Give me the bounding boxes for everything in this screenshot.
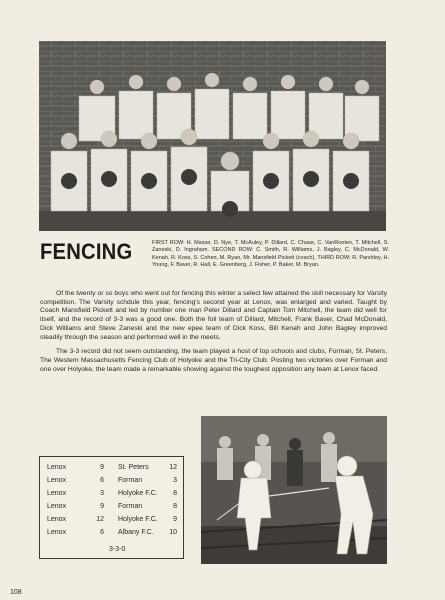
opponent-score: 3 xyxy=(173,477,177,484)
team-name: Lenox xyxy=(47,529,67,536)
team-name: Lenox xyxy=(47,503,67,510)
opponent-name: Holyoke F.C. xyxy=(118,490,158,497)
team-score: 3 xyxy=(100,490,104,497)
team-name: Lenox xyxy=(47,464,67,471)
page-title: FENCING xyxy=(40,239,133,264)
article-body xyxy=(40,290,387,380)
team-name: Lenox xyxy=(47,490,67,497)
score-row xyxy=(40,529,183,541)
page-number: 108 xyxy=(10,589,22,596)
team-score: 6 xyxy=(100,477,104,484)
action-photo xyxy=(201,416,387,564)
opponent-score: 9 xyxy=(173,516,177,523)
team-photo-image xyxy=(39,41,386,231)
team-score: 9 xyxy=(100,503,104,510)
action-photo-image xyxy=(201,416,387,564)
score-row xyxy=(40,477,183,489)
team-name: Lenox xyxy=(47,516,67,523)
opponent-name: Albany F.C. xyxy=(118,529,154,536)
team-photo xyxy=(39,41,386,231)
team-score: 6 xyxy=(100,529,104,536)
photo-caption: FIRST ROW: H. Masse, D. Nye, T. McAuley, P. Dillard, C. Chase, C. VanRooten, T. Mitchell, S. Zaneski, D. Ingraham. SECOND ROW: C. Smith, R. Williams, J. Bagley, C. McDonald, W. Kenah, R. Koss, S. Cohen, M. Ryan, Mr. Mansfield Pickett (coach). THIRD ROW: R. Parshley, H. Young, F. Baver, R. Hall, E. Greenberg, J. Fisher, P. Baker, M. Bryan. xyxy=(152,240,389,268)
article-paragraph: Of the twenty or so boys who went out for fencing this winter a select few attained the skill necessary for Varsity competition. The Varsity schdule this year, fencing's second year at Lenox, was enlarged and varied. Taught by Coach Mansfield Pickett and led by number one man Peter Dillard and Captain Tom Mitchell, the team did well for itself, and the record of 3-3 was a good one. Both the foil team of Dillard, Mitchell, Frank Baver, Chad McDonald, Dick Williams and Steve Zaneski and the new epee team of Dick Koss, Bill Kenah and John Bagley improved steadily through the season and performed well in the meets. xyxy=(40,290,387,341)
score-row xyxy=(40,516,183,528)
score-row xyxy=(40,503,183,515)
opponent-name: St. Peters xyxy=(118,464,149,471)
opponent-score: 10 xyxy=(169,529,177,536)
opponent-score: 8 xyxy=(173,503,177,510)
opponent-score: 8 xyxy=(173,490,177,497)
team-name: Lenox xyxy=(47,477,67,484)
team-score: 9 xyxy=(100,464,104,471)
scores-table xyxy=(39,456,184,559)
opponent-score: 12 xyxy=(169,464,177,471)
opponent-name: Holyoke F.C. xyxy=(118,516,158,523)
team-score: 12 xyxy=(96,516,104,523)
opponent-name: Forman xyxy=(118,477,143,484)
article-paragraph: The 3-3 record did not seem outstanding, the team played a host of top schools and clubs, Forman, St. Peters, The Western Massachusetts Fencing Club of Holyoke and the Tri-City Club. Posting two victories over Forman and one over Holyoke, the team made a remarkable showing against the toughest opposition any team at Lenox faced. xyxy=(40,348,387,373)
season-record: 3-3-0 xyxy=(109,546,126,553)
score-row xyxy=(40,464,183,476)
opponent-name: Forman xyxy=(118,503,143,510)
score-row xyxy=(40,490,183,502)
